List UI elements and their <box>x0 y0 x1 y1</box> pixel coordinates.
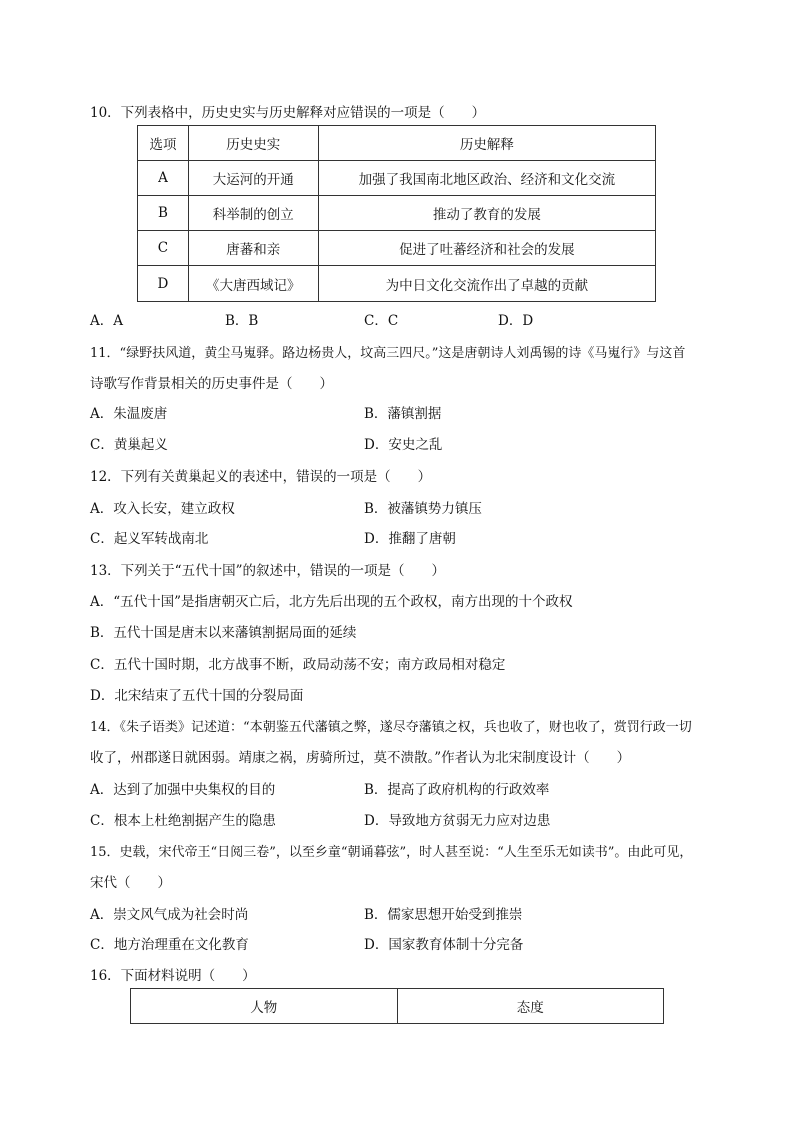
table-row <box>138 161 656 196</box>
option-a: A．攻入长安，建立政权 <box>90 501 235 517</box>
table-cell: 唐蕃和亲 <box>188 231 318 266</box>
option-a: A．朱温废唐 <box>90 406 168 422</box>
option-c: C．根本上杜绝割据产生的隐患 <box>90 813 276 829</box>
option-d: D．北宋结束了五代十国的分裂局面 <box>90 688 304 704</box>
option-b: B．B <box>225 313 259 329</box>
table-header-cell: 选项 <box>138 126 189 161</box>
table-cell: D <box>138 266 189 302</box>
option-b: B．被藩镇势力镇压 <box>364 501 482 517</box>
table-cell: 促进了吐蕃经济和社会的发展 <box>318 231 655 266</box>
table-row <box>138 231 656 266</box>
question-15-stem-continued: 宋代（ ） <box>90 875 171 891</box>
option-c: C．C <box>364 313 399 329</box>
option-d: D．安史之乱 <box>364 437 443 453</box>
option-d: D．国家教育体制十分完备 <box>364 937 524 953</box>
question-13-stem: 13．下列关于“五代十国”的叙述中，错误的一项是（ ） <box>90 563 445 579</box>
table-cell: B <box>138 196 189 231</box>
option-b: B．藩镇割据 <box>364 406 442 422</box>
question-11-stem-continued: 诗歌写作背景相关的历史事件是（ ） <box>90 376 333 392</box>
option-a: A．达到了加强中央集权的目的 <box>90 782 276 798</box>
option-a: A．A <box>90 313 123 329</box>
question-16-stem: 16．下面材料说明（ ） <box>90 968 256 984</box>
table-cell: 《大唐西域记》 <box>188 266 318 302</box>
option-b: B．儒家思想开始受到推崇 <box>364 907 523 923</box>
option-d: D．导致地方贫弱无力应对边患 <box>364 813 551 829</box>
question-10-stem: 10．下列表格中，历史史实与历史解释对应错误的一项是（ ） <box>90 105 486 121</box>
option-c: C．五代十国时期，北方战事不断，政局动荡不安；南方政局相对稳定 <box>90 657 506 673</box>
option-c: C．起义军转战南北 <box>90 531 209 547</box>
table-row <box>138 266 656 302</box>
table-row <box>138 196 656 231</box>
table-header-cell: 历史史实 <box>188 126 318 161</box>
option-a: A．崇文风气成为社会时尚 <box>90 907 249 923</box>
table-header-cell: 态度 <box>397 989 664 1024</box>
option-d: D．D <box>498 313 534 329</box>
question-12-stem: 12．下列有关黄巢起义的表述中，错误的一项是（ ） <box>90 469 432 485</box>
table-cell: 大运河的开通 <box>188 161 318 196</box>
table-header-row <box>138 126 656 161</box>
table-cell: 推动了教育的发展 <box>318 196 655 231</box>
option-d: D．推翻了唐朝 <box>364 531 456 547</box>
table-cell: C <box>138 231 189 266</box>
option-b: B．提高了政府机构的行政效率 <box>364 782 550 798</box>
question-11-stem: 11．“绿野扶风道，黄尘马嵬驿。路边杨贵人，坟高三四尺。”这是唐朝诗人刘禹锡的诗《马嵬行》与这首 <box>90 346 686 361</box>
question-14-stem-continued: 收了，州郡遂日就困弱。靖康之祸，虏骑所过，莫不溃散。”作者认为北宋制度设计（ ） <box>90 750 631 766</box>
option-b: B．五代十国是唐末以来藩镇割据局面的延续 <box>90 625 357 641</box>
question-15-stem: 15．史载，宋代帝王“日阅三卷”，以至乡童“朝诵暮弦”，时人甚至说：“人生至乐无如读书”。由此可见， <box>90 845 693 860</box>
option-c: C．地方治理重在文化教育 <box>90 937 249 953</box>
table-cell: A <box>138 161 189 196</box>
question-16-table <box>130 988 664 1024</box>
table-cell: 加强了我国南北地区政治、经济和文化交流 <box>318 161 655 196</box>
option-a: A．“五代十国”是指唐朝灭亡后，北方先后出现的五个政权，南方出现的十个政权 <box>90 594 573 610</box>
table-cell: 为中日文化交流作出了卓越的贡献 <box>318 266 655 302</box>
table-header-cell: 历史解释 <box>318 126 655 161</box>
option-c: C．黄巢起义 <box>90 437 168 453</box>
table-cell: 科举制的创立 <box>188 196 318 231</box>
question-14-stem: 14．《朱子语类》记述道：“本朝鉴五代藩镇之弊，遂尽夺藩镇之权，兵也收了，财也收了，赏罚行政一切 <box>90 720 692 735</box>
table-header-cell: 人物 <box>131 989 398 1024</box>
table-header-row <box>131 989 664 1024</box>
question-10-table <box>137 125 656 302</box>
